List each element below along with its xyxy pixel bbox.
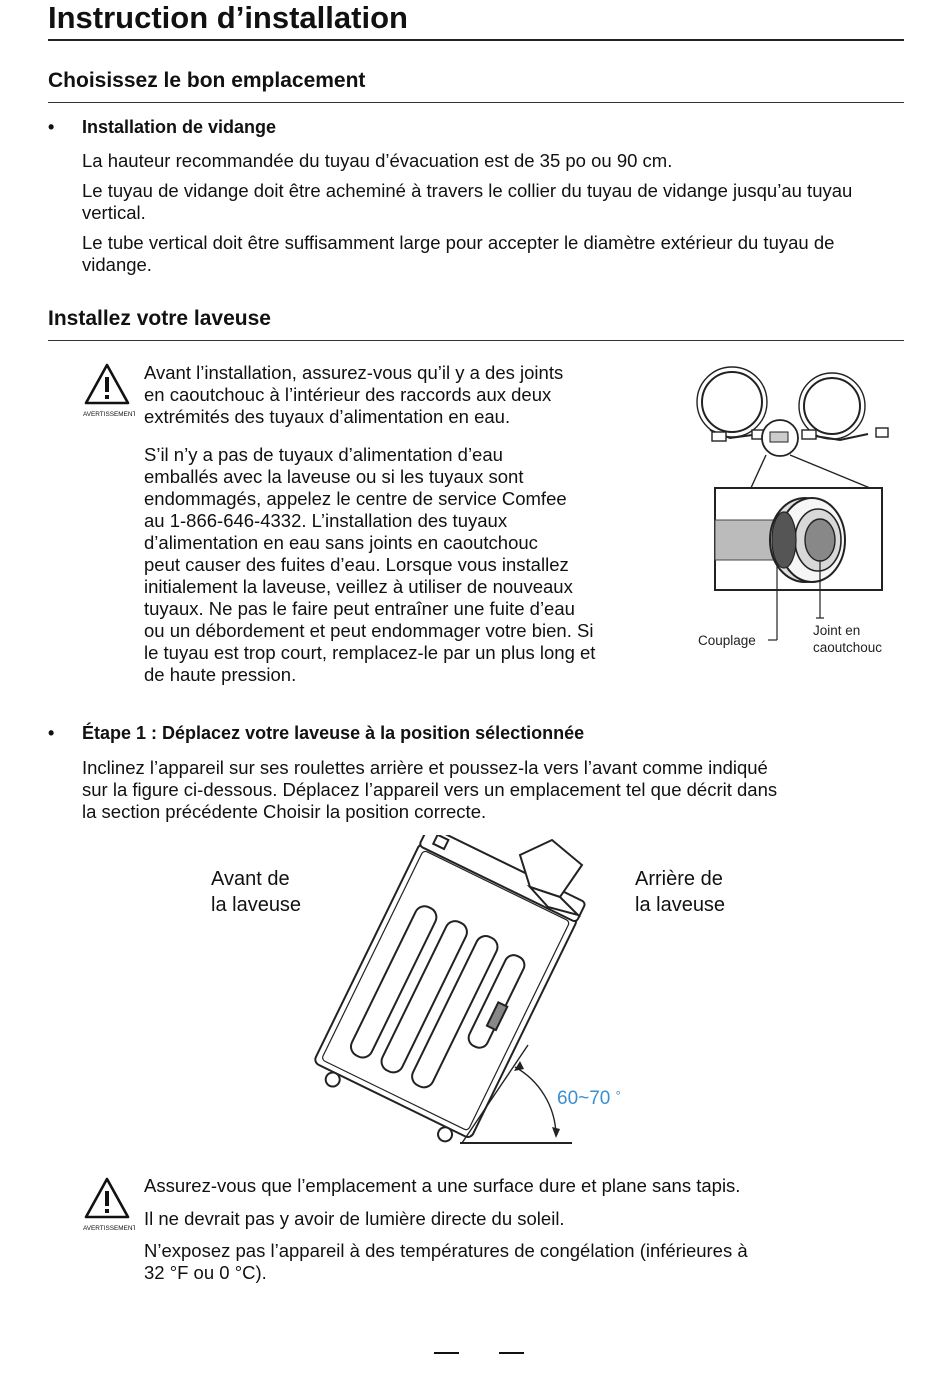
- warning-icon: [83, 362, 135, 420]
- freezing-line: N’exposez pas l’appareil à des températures de congélation (inférieures à: [144, 1240, 748, 1261]
- body-line: d’alimentation en eau sans joints en caoutchouc: [144, 532, 538, 553]
- warning-label: AVERTISSEMENT: [83, 1225, 135, 1232]
- page-number-dash: [499, 1352, 524, 1354]
- degree-symbol: °: [615, 1088, 621, 1103]
- sunlight-warning: Il ne devrait pas y avoir de lumière directe du soleil.: [144, 1208, 565, 1229]
- gasket-label: [813, 622, 882, 656]
- warning-icon: [83, 1176, 135, 1234]
- angle-value: 60~70: [557, 1088, 611, 1109]
- step1-heading: Étape 1 : Déplacez votre laveuse à la position sélectionnée: [82, 723, 585, 743]
- step1-line: sur la figure ci-dessous. Déplacez l’appareil vers un emplacement tel que décrit dans: [82, 779, 778, 800]
- drain-paragraph-3: Le tube vertical doit être suffisamment large pour accepter le diamètre extérieur du tuyau de vidange.: [82, 232, 835, 275]
- warning-label: AVERTISSEMENT: [83, 411, 135, 418]
- surface-warning: Assurez-vous que l’emplacement a une surface dure et plane sans tapis.: [144, 1175, 741, 1196]
- gasket-label-line: Joint en: [813, 623, 861, 638]
- body-line: ou un débordement et peut endommager votre bien. Si: [144, 620, 594, 641]
- tilted-washer-figure: [290, 835, 590, 1150]
- page-title: Instruction d’installation: [48, 0, 408, 35]
- drain-paragraph-2: Le tuyau de vidange doit être acheminé à travers le collier du tuyau de vidange jusqu’au tuyau vertical.: [82, 180, 853, 223]
- section-heading-location: Choisissez le bon emplacement: [48, 69, 366, 92]
- bullet: •: [48, 117, 55, 137]
- front-label-line: la laveuse: [211, 894, 302, 916]
- coupling-label: Couplage: [698, 633, 756, 648]
- freezing-line: 32 °F ou 0 °C).: [144, 1262, 267, 1283]
- back-label: [635, 866, 725, 918]
- freezing-warning: [144, 1240, 748, 1284]
- step1-line: la section précédente Choisir la position correcte.: [82, 801, 487, 822]
- warning-line: extrémités des tuyaux d’alimentation en eau.: [144, 406, 511, 427]
- body-line: peut causer des fuites d’eau. Lorsque vous installez: [144, 554, 569, 575]
- front-label-line: Avant de: [211, 868, 290, 890]
- warning-line: Avant l’installation, assurez-vous qu’il y a des joints: [144, 362, 564, 383]
- hose-instructions: [144, 444, 595, 686]
- body-line: S’il n’y a pas de tuyaux d’alimentation d’eau: [144, 444, 503, 465]
- body-line: initialement la laveuse, veillez à utiliser de nouveaux: [144, 576, 573, 597]
- step1-line: Inclinez l’appareil sur ses roulettes arrière et poussez-la vers l’avant comme indiqué: [82, 757, 768, 778]
- bullet: •: [48, 723, 55, 743]
- back-label-line: Arrière de: [635, 868, 723, 890]
- front-label: [211, 866, 301, 918]
- body-line: endommagés, appelez le centre de service Comfee: [144, 488, 567, 509]
- section-rule: [48, 340, 904, 341]
- drain-install-heading: Installation de vidange: [82, 117, 277, 137]
- warning-line: en caoutchouc à l’intérieur des raccords aux deux: [144, 384, 552, 405]
- drain-paragraph-1: La hauteur recommandée du tuyau d’évacuation est de 35 po ou 90 cm.: [82, 150, 673, 171]
- gasket-label-line: caoutchouc: [813, 640, 883, 655]
- body-line: au 1-866-646-4332. L’installation des tuyaux: [144, 510, 508, 531]
- angle-label: [557, 1088, 621, 1110]
- section-rule: [48, 102, 904, 103]
- body-line: emballés avec la laveuse ou si les tuyaux sont: [144, 466, 524, 487]
- title-rule: [48, 39, 904, 41]
- back-label-line: la laveuse: [635, 894, 726, 916]
- section-heading-install: Installez votre laveuse: [48, 307, 271, 330]
- step1-text: [82, 757, 902, 823]
- warning-text: [144, 362, 563, 428]
- page-number-dash: [434, 1352, 459, 1354]
- body-line: de haute pression.: [144, 664, 297, 685]
- body-line: tuyaux. Ne pas le faire peut entraîner une fuite d’eau: [144, 598, 575, 619]
- body-line: le tuyau est trop court, remplacez-le par un plus long et: [144, 642, 596, 663]
